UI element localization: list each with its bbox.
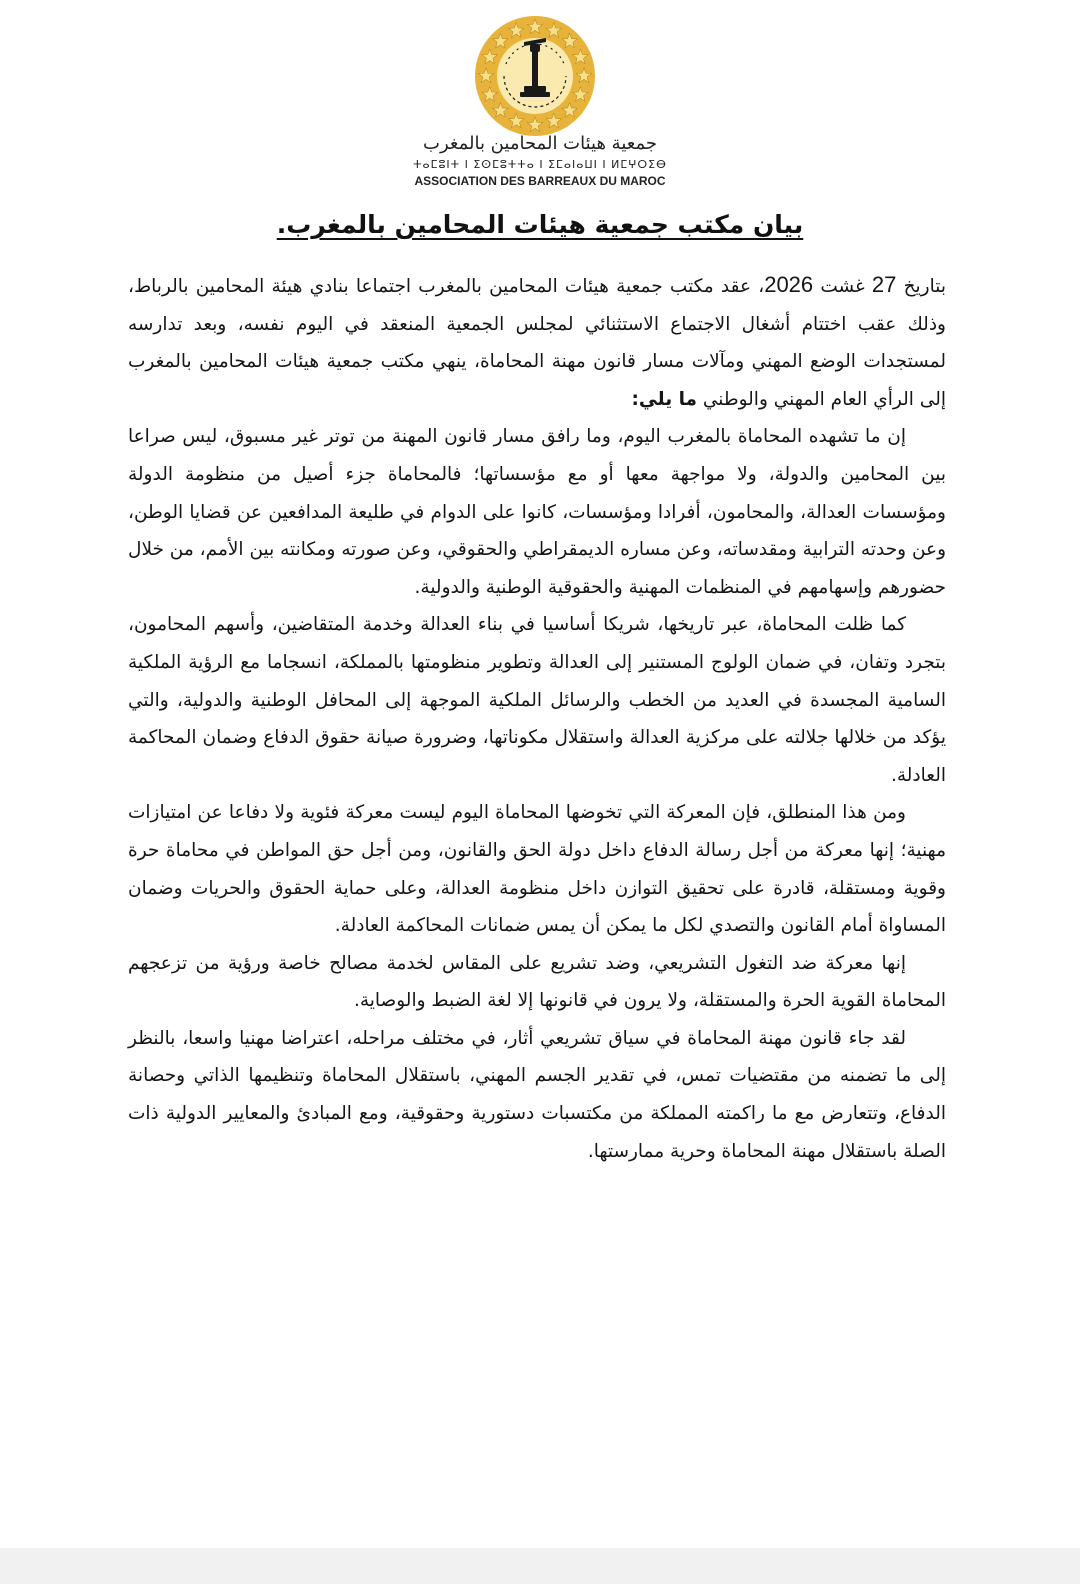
document-title-text: بيان مكتب جمعية هيئات المحامين بالمغرب.	[276, 210, 804, 239]
intro-paragraph	[128, 266, 946, 418]
body-paragraph: لقد جاء قانون مهنة المحاماة في سياق تشريعي أثار، في مختلف مراحله، اعتراضا مهنيا واسعا، بالنظر إلى ما تضمنه من مقتضيات تمس، في تقدير الجسم المهني، باستقلال المحاماة وتنظيمها الذاتي وحصانة الدفاع، وتتعارض مع ما راكمته المملكة من مكتسبات دستورية وحقوقية، ومع المبادئ والمعايير الدولية ذات الصلة باستقلال مهنة المحاماة وحرية ممارستها.	[128, 1027, 946, 1162]
letterhead	[0, 10, 1080, 190]
body-paragraph: كما ظلت المحاماة، عبر تاريخها، شريكا أساسيا في بناء العدالة وخدمة المتقاضين، وأسهم المحامون، بتجرد وتفان، في ضمان الولوج المستنير إلى العدالة وتطوير منظومتها بالمملكة، انسجاما مع الرؤية الملكية السامية المجسدة في العديد من الخطب والرسائل الملكية الموجهة إلى المحافل الوطنية والدولية، والتي يؤكد من خلالها جلالته على مركزية العدالة واستقلال مكوناتها، وضرورة صيانة حقوق الدفاع وضمان المحاكمة العادلة.	[128, 614, 946, 786]
association-logo-icon	[466, 14, 604, 142]
intro-day: 27	[871, 272, 897, 297]
document-title	[0, 208, 1080, 242]
intro-text: ، عقد مكتب جمعية هيئات المحامين بالمغرب اجتماعا بنادي هيئة المحامين بالرباط، وذلك عقب اختتام أشغال الاجتماع الاستثنائي لمجلس الجمعية المنعقد في اليوم نفسه، وبعد تدارسه لمستجدات الوضع المهني ومآلات مسار قانون مهنة المحاماة، ينهي مكتب جمعية هيئات المحامين بالمغرب إلى الرأي العام المهني والوطني	[128, 276, 946, 410]
document-body	[128, 266, 946, 1170]
body-paragraph: إن ما تشهده المحاماة بالمغرب اليوم، وما رافق مسار قانون المهنة من توتر غير مسبوق، ليس صراعا بين المحامين والدولة، ولا مواجهة معها أو مع مؤسساتها؛ فالمحاماة جزء أصيل من منظومة الدولة ومؤسسات العدالة، والمحامون، أفرادا ومؤسسات، كانوا على الدوام في طليعة المدافعين عن قضايا الوطن، وعن وحدته الترابية ومقدساته، وعن مساره الديمقراطي والحقوقي، وعن صورته ومكانته بين الأمم، من خلال حضورهم وإسهامهم في المنظمات المهنية والحقوقية الوطنية والدولية.	[128, 426, 946, 598]
body-paragraph: ومن هذا المنطلق، فإن المعركة التي تخوضها المحاماة اليوم ليست معركة فئوية ولا دفاعا عن امتيازات مهنية؛ إنها معركة من أجل رسالة الدفاع داخل دولة الحق والقانون، ومن أجل حق المواطن في محاماة حرة وقوية ومستقلة، قادرة على تحقيق التوازن داخل منظومة العدالة، وعلى حماية الحقوق والحريات وضمان المساواة أمام القانون والتصدي لكل ما يمكن أن يمس ضمانات المحاكمة العادلة.	[128, 802, 946, 937]
org-name-french: ASSOCIATION DES BARREAUX DU MAROC	[414, 174, 666, 188]
intro-closing: ما يلي:	[631, 388, 697, 410]
page-bottom-strip	[0, 1548, 1080, 1584]
org-name-tifinagh: ⵜⴰⵎⵓⵏⵜ ⵏ ⵉⵙⵎⵓⵜⵜⴰ ⵏ ⵉⵎⴰⵏⴰⵡⵏ ⵏ ⵍⵎⵖⵔⵉⴱ	[413, 158, 667, 171]
org-name-arabic: جمعية هيئات المحامين بالمغرب	[423, 133, 657, 154]
body-paragraph: إنها معركة ضد التغول التشريعي، وضد تشريع على المقاس لخدمة مصالح خاصة ورؤية من تزعجهم المحاماة القوية الحرة والمستقلة، ولا يرون في قانونها إلا لغة الضبط والوصاية.	[128, 952, 946, 1012]
intro-before-day: بتاريخ	[896, 276, 946, 297]
intro-month: غشت	[813, 276, 872, 297]
intro-year: 2026	[764, 272, 814, 297]
